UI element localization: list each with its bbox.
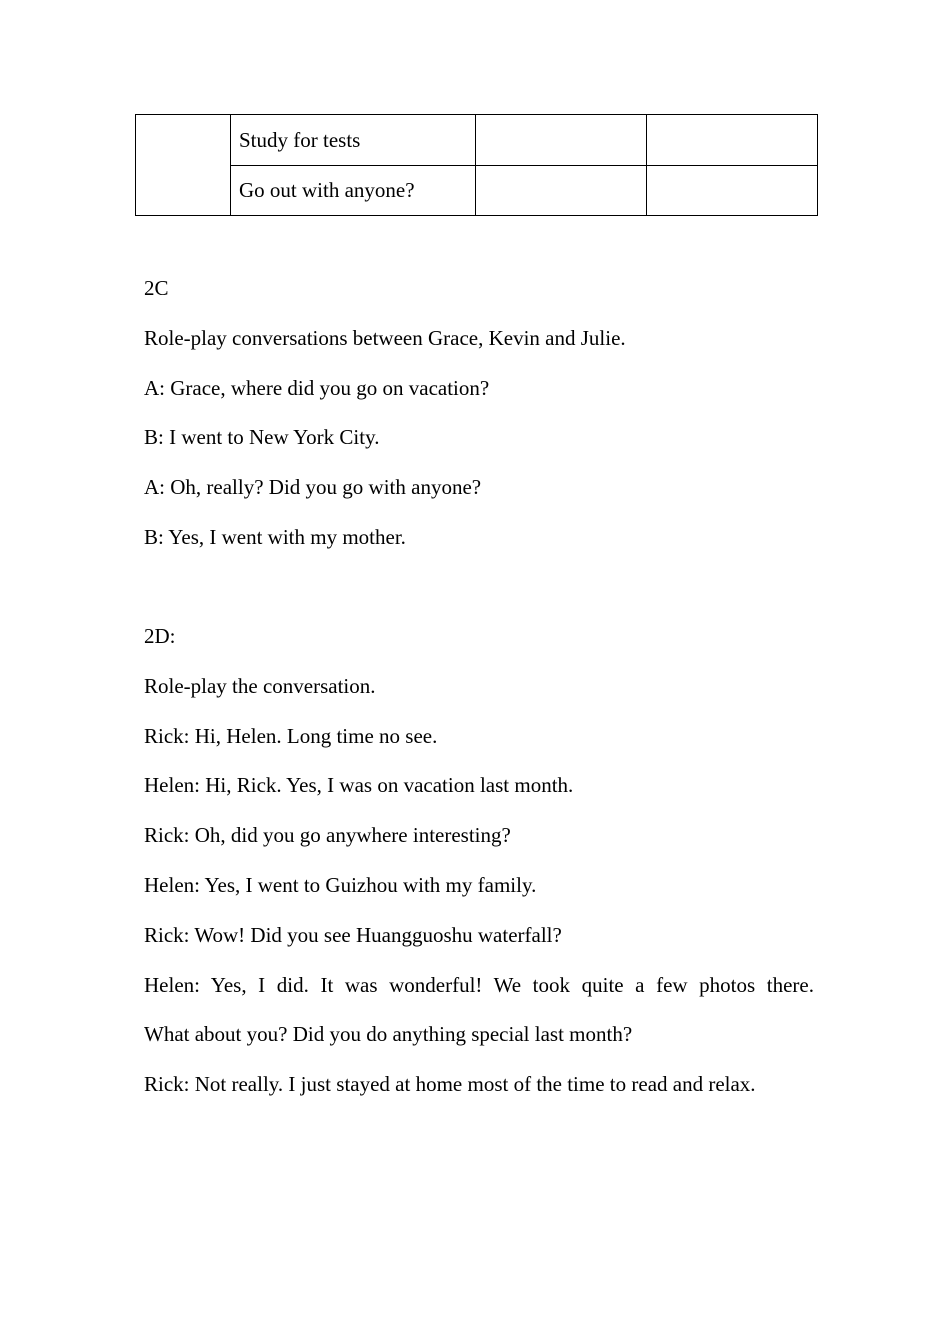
survey-table xyxy=(135,114,818,216)
dialogue-line: Helen: Yes, I did. It was wonderful! We took quite a few photos there. xyxy=(144,972,814,997)
dialogue-line: Helen: Yes, I went to Guizhou with my family. xyxy=(144,872,537,897)
dialogue-line: Rick: Oh, did you go anywhere interesting? xyxy=(144,823,511,848)
section-instruction: Role-play the conversation. xyxy=(144,673,376,698)
section-2d xyxy=(144,612,814,1110)
dialogue-line: What about you? Did you do anything special last month? xyxy=(144,1022,633,1047)
table-row xyxy=(136,115,818,166)
table-cell-answer xyxy=(476,166,647,216)
section-heading: 2D: xyxy=(144,624,176,648)
dialogue-line: Rick: Not really. I just stayed at home most of the time to read and relax. xyxy=(144,1072,756,1097)
dialogue-line: Helen: Hi, Rick. Yes, I was on vacation last month. xyxy=(144,773,574,798)
dialogue-line: B: Yes, I went with my mother. xyxy=(144,524,406,549)
table-cell-activity: Go out with anyone? xyxy=(231,166,476,216)
dialogue-line: B: I went to New York City. xyxy=(144,425,380,450)
table-cell-category xyxy=(136,115,231,216)
table-row xyxy=(136,166,818,216)
section-instruction: Role-play conversations between Grace, Kevin and Julie. xyxy=(144,325,626,350)
section-2c xyxy=(144,264,814,563)
table-cell-answer xyxy=(647,115,818,166)
table-cell-activity: Study for tests xyxy=(231,115,476,166)
dialogue-line: A: Grace, where did you go on vacation? xyxy=(144,375,490,400)
dialogue-line: A: Oh, really? Did you go with anyone? xyxy=(144,475,482,500)
section-heading: 2C xyxy=(144,276,169,300)
dialogue-line: Rick: Wow! Did you see Huangguoshu waterfall? xyxy=(144,922,562,947)
table-cell-answer xyxy=(647,166,818,216)
dialogue-line: Rick: Hi, Helen. Long time no see. xyxy=(144,723,438,748)
table-cell-answer xyxy=(476,115,647,166)
